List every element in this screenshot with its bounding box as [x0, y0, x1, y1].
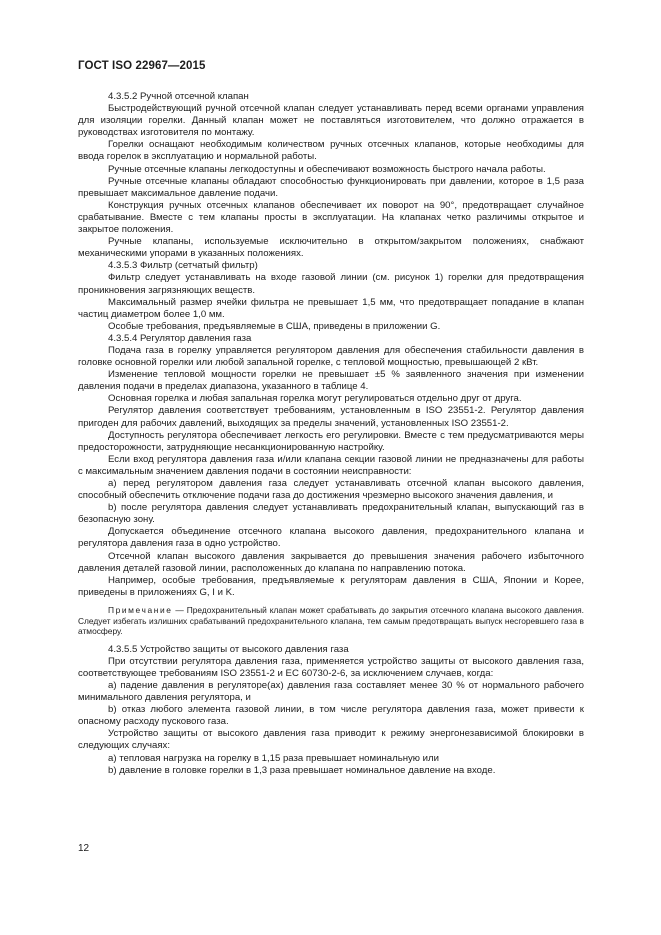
paragraph: Особые требования, предъявляемые в США, приведены в приложении G.: [108, 320, 441, 332]
paragraph: Горелки оснащают необходимым количеством ручных отсечных клапанов, которые необходимы для ввода горелок в эксплуатацию и нормальной работы.: [78, 139, 584, 163]
paragraph: Допускается объединение отсечного клапана высокого давления, предохранительного клапана и регулятора давления газа в одно устройство.: [78, 526, 584, 550]
section-heading: 4.3.5.4 Регулятор давления газа: [108, 332, 252, 344]
paragraph: Ручные отсечные клапаны обладают способностью функционировать при давлении, которое в 1,5 раза превышает максимальное давление подачи.: [78, 175, 584, 199]
paragraph: Основная горелка и любая запальная горелка могут регулироваться отдельно друг от друга.: [108, 393, 522, 405]
paragraph: Быстродействующий ручной отсечной клапан следует устанавливать перед всеми органами управления для изоляции горелки. Данный клапан может не поставляться изготовителем, что должно отражается в руководствах изготовителя по монтажу.: [78, 103, 584, 139]
paragraph: Доступность регулятора обеспечивает легкость его регулировки. Вместе с тем предусматриваются меры предосторожности, затрудняющие несанкционированную настройку.: [78, 429, 584, 453]
paragraph: Максимальный размер ячейки фильтра не превышает 1,5 мм, что предотвращает попадание в клапан частиц диаметром более 1,0 мм.: [78, 296, 584, 320]
section-heading: 4.3.5.3 Фильтр (сетчатый фильтр): [108, 260, 258, 272]
paragraph: Устройство защиты от высокого давления газа приводит к режиму энергонезависимой блокировки в следующих случаях:: [78, 728, 584, 752]
note-label: Примечание: [108, 604, 173, 615]
paragraph: Отсечной клапан высокого давления закрывается до превышения значения рабочего избыточного давления деталей газовой линии, расположенных до клапана по направлению потока.: [78, 550, 584, 574]
note-text: — Предохранительный клапан может срабатывать до закрытия отсечного клапана высокого давления. Следует избегать излишних срабатываний предохранительного клапана, тем самым предотвращать выпуск несгоревшего газа в атмосферу.: [78, 604, 584, 637]
list-item: b) отказ любого элемента газовой линии, в том числе регулятора давления газа, может привести к опасному расходу пускового газа.: [78, 704, 584, 728]
list-item: b) после регулятора давления следует устанавливать предохранительный клапан, выпускающий газ в безопасную зону.: [78, 502, 584, 526]
list-item: a) перед регулятором давления газа следует устанавливать отсечной клапан высокого давления, способный обеспечить отключение подачи газа до достижения чрезмерно высокого значения давления, и: [78, 478, 584, 502]
paragraph: Ручные отсечные клапаны легкодоступны и обеспечивают возможность быстрого начала работы.: [108, 163, 546, 175]
paragraph: Изменение тепловой мощности горелки не превышает ±5 % заявленного значения при изменении давления подачи в пределах диапазона, указанного в таблице 4.: [78, 369, 584, 393]
paragraph: Конструкция ручных отсечных клапанов обеспечивает их поворот на 90°, предотвращает случайное срабатывание. Вместе с тем клапаны просты в эксплуатации. На клапанах четко различимы открытое и закрытое положения.: [78, 199, 584, 236]
paragraph: Фильтр следует устанавливать на входе газовой линии (см. рисунок 1) горелки для предотвращения проникновения загрязняющих веществ.: [78, 272, 584, 296]
paragraph: Если вход регулятора давления газа и/или клапана секции газовой линии не предназначены для работы с максимальным значением давления подачи в состоянии неисправности:: [78, 453, 584, 477]
section-heading: 4.3.5.5 Устройство защиты от высокого давления газа: [108, 643, 349, 655]
document-header: ГОСТ ISO 22967—2015: [78, 60, 206, 72]
list-item: a) падение давления в регуляторе(ах) давления газа составляет менее 30 % от нормального рабочего минимального давления регулятора, и: [78, 680, 584, 704]
paragraph: Ручные клапаны, используемые исключительно в открытом/закрытом положениях, снабжают механическими упорами в указанных положениях.: [78, 236, 584, 260]
paragraph: Подача газа в горелку управляется регулятором давления для обеспечения стабильности давления в головке основной горелки или любой запальной горелке, с тепловой мощностью, превышающей 2 кВт.: [78, 344, 584, 369]
document-body: [78, 91, 584, 777]
list-item: b) давление в головке горелки в 1,3 раза превышает номинальное давление на входе.: [108, 764, 496, 776]
paragraph: При отсутствии регулятора давления газа, применяется устройство защиты от высокого давления газа, соответствующее требованиям ISO 23551-2 и EC 60730-2-6, за исключением случаев, когда:: [78, 655, 584, 679]
page-number: 12: [78, 843, 90, 854]
list-item: a) тепловая нагрузка на горелку в 1,15 раза превышает номинальную или: [108, 752, 439, 764]
paragraph: Например, особые требования, предъявляемые к регуляторам давления в США, Японии и Корее, приведены в приложениях G, I и K.: [78, 574, 584, 598]
paragraph: Регулятор давления соответствует требованиям, установленным в ISO 23551-2. Регулятор давления пригоден для рабочих давлений, выходящих за пределы значений, установленных ISO 23551-2.: [78, 405, 584, 429]
note: [78, 605, 584, 637]
section-heading: 4.3.5.2 Ручной отсечной клапан: [108, 91, 249, 102]
